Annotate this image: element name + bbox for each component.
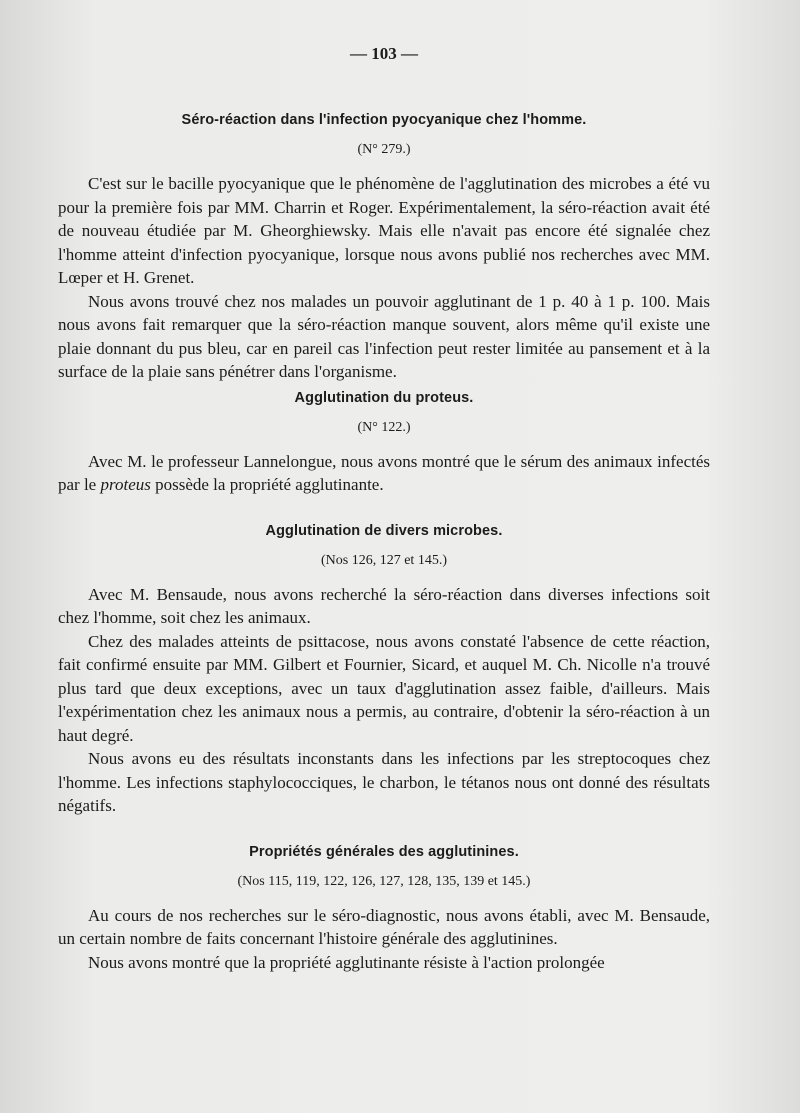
paragraph-text: Avec M. le professeur Lannelongue, nous avons montré que le sérum des animaux infectés par le xyxy=(58,451,710,494)
paragraph: Nous avons eu des résultats inconstants dans les infections par les streptocoques chez l'homme. Les infections staphylococciques, le charbon, le tétanos nous ont donné des résultats négatifs. xyxy=(58,749,710,815)
paragraph: Avec M. Bensaude, nous avons recherché la séro-réaction dans diverses infections soit chez l'homme, soit chez les animaux. xyxy=(58,584,710,627)
paragraph: Chez des malades atteints de psittacose, nous avons constaté l'absence de cette réaction, fait confirmé ensuite par MM. Gilbert et Fournier, Sicard, et auquel M. Ch. Nicolle n'a trouvé plus tard que deux exceptions, avec un taux d'agglutination assez faible, d'ailleurs. Mais l'expérimentation chez les animaux nous a permis, au contraire, d'obtenir la séro-réaction à un haut degré. xyxy=(58,631,710,745)
section-reference: (N° 279.) xyxy=(357,142,411,157)
italic-term: proteus xyxy=(100,475,151,494)
section-reference: (Nos 126, 127 et 145.) xyxy=(321,552,447,568)
paragraph: Nous avons montré que la propriété agglutinante résiste à l'action prolongée xyxy=(88,952,605,972)
page-number: — 103 — xyxy=(350,44,418,63)
section-title-proprietes-agglutinines: Propriétés générales des agglutinines. xyxy=(249,843,519,860)
document-body xyxy=(58,112,710,974)
section-reference: (Nos 115, 119, 122, 126, 127, 128, 135, 139 et 145.) xyxy=(237,873,531,889)
paragraph: Au cours de nos recherches sur le séro-diagnostic, nous avons établi, avec M. Bensaude, un certain nombre de faits concernant l'histoire générale des agglutinines. xyxy=(58,905,710,948)
paragraph xyxy=(58,450,710,497)
paragraph: Nous avons trouvé chez nos malades un pouvoir agglutinant de 1 p. 40 à 1 p. 100. Mais nous avons fait remarquer que la séro-réaction manque souvent, alors même qu'il existe une plaie donnant du pus bleu, car en pareil cas l'infection peut rester limitée au pansement et à la surface de la plaie sans pénétrer dans l'organisme. xyxy=(58,291,710,381)
section-title-divers-microbes: Agglutination de divers microbes. xyxy=(265,522,503,539)
section-title-proteus: Agglutination du proteus. xyxy=(294,389,474,406)
paragraph: C'est sur le bacille pyocyanique que le phénomène de l'agglutination des microbes a été vu pour la première fois par MM. Charrin et Roger. Expérimentalement, la séro-réaction avait été de nouveau étudiée par M. Gheorghiewsky. Mais elle n'avait pas encore été signalée chez l'homme atteint d'infection pyocyanique, lorsque nous avons publié nos recherches avec MM. Lœper et H. Grenet. xyxy=(58,174,710,287)
paragraph-text: possède la propriété agglutinante. xyxy=(150,475,384,494)
section-title-pyocyanique: Séro-réaction dans l'infection pyocyanique chez l'homme. xyxy=(181,112,587,128)
section-reference: (N° 122.) xyxy=(357,419,411,435)
